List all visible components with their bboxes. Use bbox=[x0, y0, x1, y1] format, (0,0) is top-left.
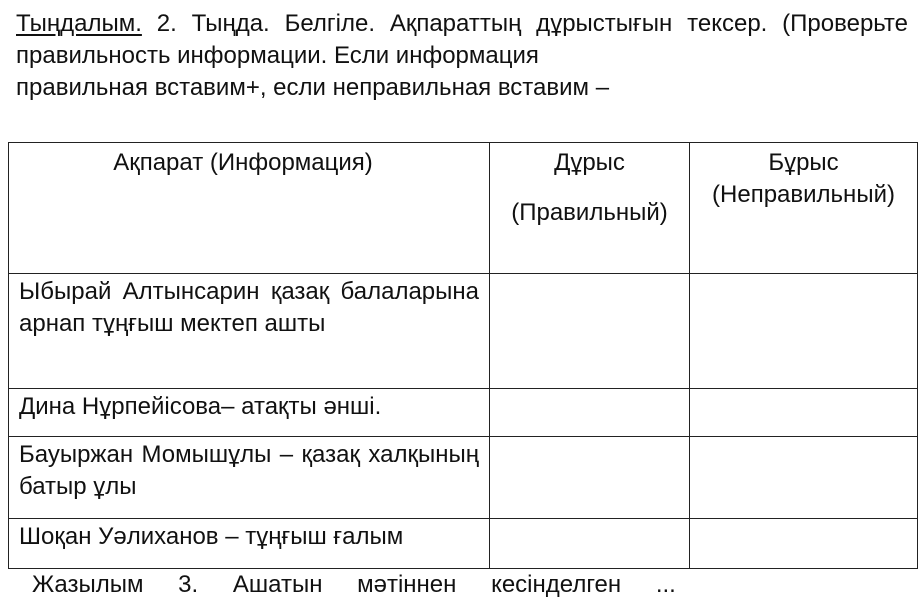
table-header-row bbox=[9, 143, 918, 274]
correct-cell[interactable] bbox=[490, 274, 690, 389]
wrong-cell[interactable] bbox=[690, 274, 918, 389]
next-task-cut-text: Жазылым 3. Ашатын мәтіннен кесінделген ... bbox=[32, 571, 676, 598]
task-text: 2. Тыңда. Белгіле. Ақпараттың дұрыстығын тексер. (Проверьте правильность информации. Если информация bbox=[16, 10, 908, 69]
table-row bbox=[9, 437, 918, 519]
header-correct-ru: (Правильный) bbox=[511, 199, 668, 226]
header-correct bbox=[490, 143, 690, 274]
correct-cell[interactable] bbox=[490, 437, 690, 519]
header-wrong bbox=[690, 143, 918, 274]
task-text-line3: правильная вставим+, если неправильная вставим – bbox=[16, 74, 610, 101]
statement-cell: Бауыржан Момышұлы – қазақ халқының батыр ұлы bbox=[9, 437, 490, 519]
correct-cell[interactable] bbox=[490, 519, 690, 569]
wrong-cell[interactable] bbox=[690, 437, 918, 519]
table-row bbox=[9, 519, 918, 569]
wrong-cell[interactable] bbox=[690, 519, 918, 569]
statement-cell: Дина Нұрпейісова– атақты әнші. bbox=[9, 389, 490, 437]
table-row bbox=[9, 389, 918, 437]
statement-cell: Шоқан Уәлиханов – тұңғыш ғалым bbox=[9, 519, 490, 569]
statement-cell: Ыбырай Алтынсарин қазақ балаларына арнап тұңғыш мектеп ашты bbox=[9, 274, 490, 389]
header-wrong-kz: Бұрыс bbox=[768, 149, 839, 176]
info-check-table bbox=[8, 142, 918, 569]
header-correct-kz: Дұрыс bbox=[554, 149, 625, 176]
task-label: Тыңдалым. bbox=[16, 10, 142, 37]
correct-cell[interactable] bbox=[490, 389, 690, 437]
table-row bbox=[9, 274, 918, 389]
wrong-cell[interactable] bbox=[690, 389, 918, 437]
task-instruction bbox=[16, 8, 908, 104]
header-info: Ақпарат (Информация) bbox=[9, 143, 490, 274]
header-wrong-ru: (Неправильный) bbox=[712, 181, 895, 208]
